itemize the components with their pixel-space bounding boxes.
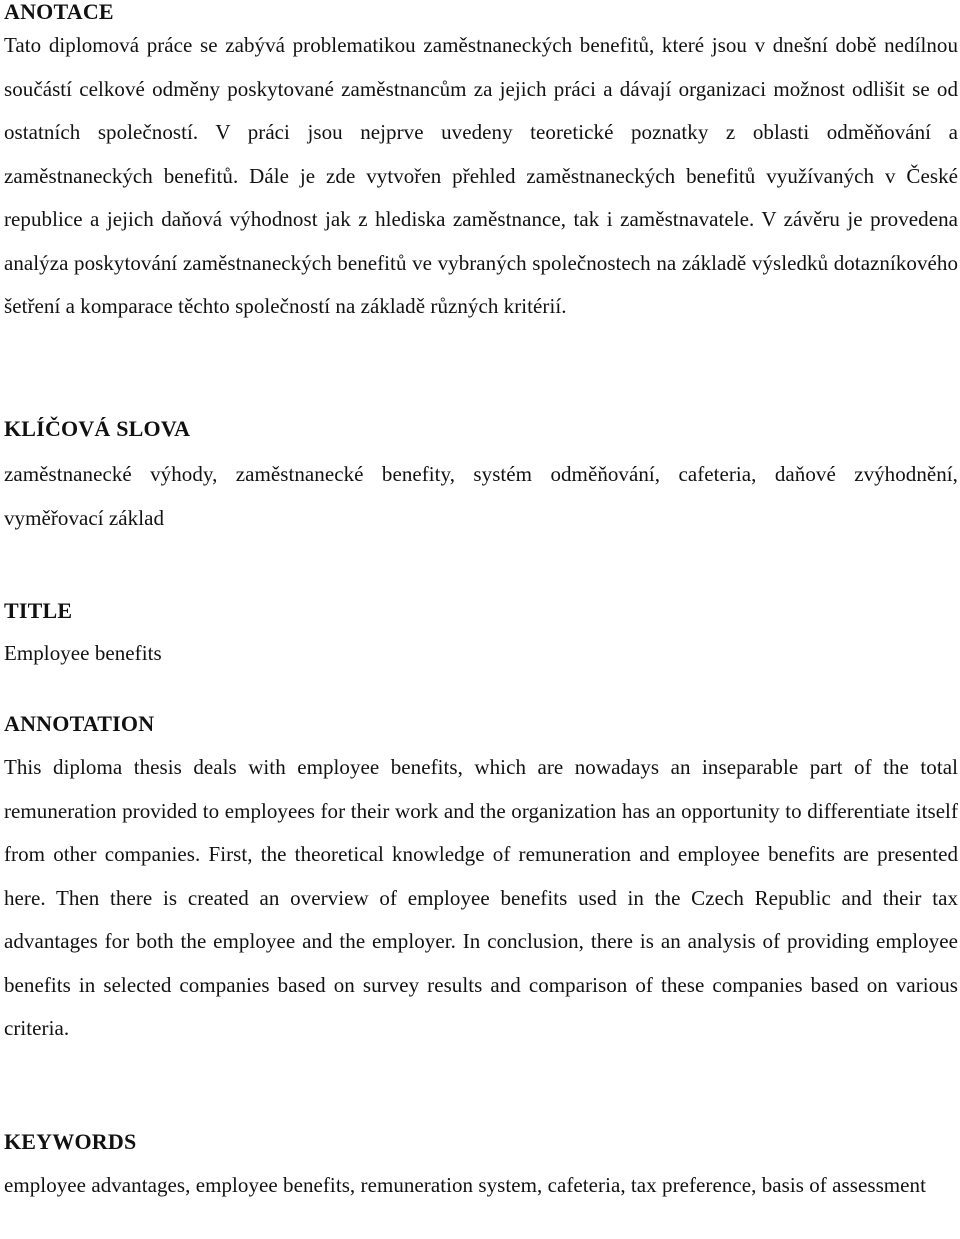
keywords-heading: KEYWORDS [4, 1129, 137, 1154]
title-text: Employee benefits [4, 641, 162, 665]
annotation-heading: ANNOTATION [4, 711, 155, 736]
anotace-heading: ANOTACE [4, 0, 114, 24]
annotation-paragraph: This diploma thesis deals with employee benefits, which are nowadays an inseparable part of the total remuneration provided to employees for their work and the organization has an opportunity to differentiate itself from other companies. First, the theoretical knowledge of remuneration and employee benefits are presented here. Then there is created an overview of employee benefits used in the Czech Republic and their tax advantages for both the employee and the employer. In conclusion, there is an analysis of providing employee benefits in selected companies based on survey results and comparison of these companies based on various criteria. [4, 755, 958, 1040]
klicova-slova-paragraph: zaměstnanecké výhody, zaměstnanecké benefity, systém odměňování, cafeteria, daňové zvýhodnění, vyměřovací základ [4, 462, 958, 530]
klicova-slova-heading: KLÍČOVÁ SLOVA [4, 416, 191, 441]
title-heading: TITLE [4, 598, 73, 623]
anotace-paragraph: Tato diplomová práce se zabývá problematikou zaměstnaneckých benefitů, které jsou v dnešní době nedílnou součástí celkové odměny poskytované zaměstnancům za jejich práci a dávají organizaci možnost odlišit se od ostatních společností. V práci jsou nejprve uvedeny teoretické poznatky z oblasti odměňování a zaměstnaneckých benefitů. Dále je zde vytvořen přehled zaměstnaneckých benefitů využívaných v České republice a jejich daňová výhodnost jak z hlediska zaměstnance, tak i zaměstnavatele. V závěru je provedena analýza poskytování zaměstnaneckých benefitů ve vybraných společnostech na základě výsledků dotazníkového šetření a komparace těchto společností na základě různých kritérií. [4, 33, 958, 318]
keywords-paragraph: employee advantages, employee benefits, remuneration system, cafeteria, tax preference, basis of assessment [4, 1173, 926, 1197]
